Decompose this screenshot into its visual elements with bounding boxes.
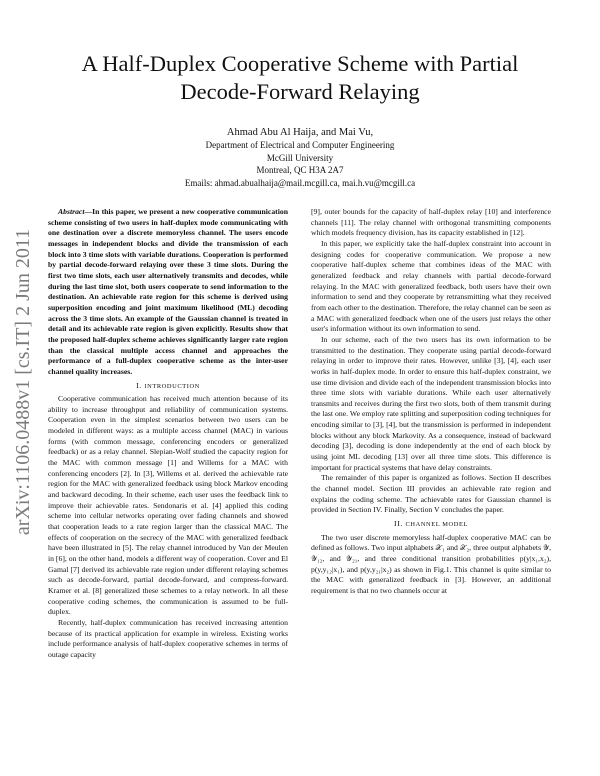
- abstract-text: —In this paper, we present a new cooperative communication scheme consisting of two users in half-duplex mode communicating with one destination over a discrete memoryless channel. The users encode messages in independent blocks and divide the transmission of each block into 3 time slots with variable durations. Cooperation is performed by partial decode-forward relaying over these 3 time slots. During the first two time slots, each user alternatively transmits and decodes, while during the last time slot, both users cooperate to send information to the destination. An achievable rate region for this scheme is derived using superposition encoding and joint maximum likelihood (ML) decoding across the 3 time slots. An example of the Gaussian channel is treated in detail and its achievable rate region is given explicitly. Results show that the proposed half-duplex scheme achieves significantly larger rate region than the classical multiple access channel and approaches the performance of a full-duplex cooperative scheme as the inter-user channel quality increases.: [48, 207, 288, 376]
- section-title: INTRODUCTION: [144, 382, 200, 390]
- left-column: [48, 207, 288, 661]
- title-line-1: A Half-Duplex Cooperative Scheme with Partial: [81, 51, 519, 76]
- section-heading-channel-model: [311, 519, 551, 531]
- arxiv-identifier: arXiv:1106.0488v1 [cs.IT] 2 Jun 2011: [12, 228, 34, 536]
- section-title: CHANNEL MODEL: [405, 521, 468, 529]
- right-column: [311, 207, 551, 597]
- abstract: [48, 207, 288, 378]
- title-line-2: Decode-Forward Relaying: [180, 79, 420, 104]
- section-heading-introduction: [48, 381, 288, 393]
- affiliation-block: [100, 139, 500, 189]
- section-number: I.: [136, 380, 142, 390]
- body-paragraph-2: In this paper, we explicitly take the half-duplex constraint into account in designing codes for cooperative communication. We propose a new cooperative half-duplex scheme that combines ideas of the MAC with generalized feedback and relay channels with partial decode-forward relaying. In the MAC with generalized feedback, both users have their own information to send and they cooperate by retransmitting what they received from each other to the destination. Therefore, the relay channel can be seen as a MAC with generalized feedback when one of the users just relays the other user's information without its own information to send.: [311, 238, 551, 334]
- affiliation-university: McGill University: [266, 152, 334, 163]
- intro-paragraph-1: Cooperative communication has received much attention because of its ability to increase throughput and reliability of communication systems. Cooperation even in the simplest scenarios between two users can be modeled in different ways: as a multiple access channel (MAC) in various forms (with common message, conferencing encoders or generalized feedback) or as a relay channel. Slepian-Wolf studied the capacity region for the MAC with common message [1] and Willems for a MAC with conferencing encoders [2]. In [3], Willems et al. derived the achievable rate region for the MAC with generalized feedback using block Markov encoding and backward decoding. In their scheme, each user uses the feedback link to improve their achievable rates. Sendonaris et al. [4] applied this coding scheme into cellular networks operating over fading channels and showed that cooperation leads to a rate region larger than the classical MAC. The effects of cooperation on the secrecy of the MAC with generalized feedback have been illustrated in [5]. The relay channel introduced by Van der Meulen in [6], on the other hand, models a different way of cooperation. Cover and El Gamal [7] derived its achievable rate region under different relaying schemes such as decode-forward, partial decode-forward, and compress-forward. Kramer et al. [8] generalized these schemes to a relay network. In all these cooperative coding schemes, the communication is assumed to be full-duplex.: [48, 394, 288, 617]
- abstract-label: Abstract: [58, 207, 85, 216]
- body-paragraph-1: [9], outer bounds for the capacity of half-duplex relay [10] and interference channels [11]. The relay channel with orthogonal transmitting components which models frequency division, has its capacity established in [12].: [311, 207, 551, 238]
- body-paragraph-3: In our scheme, each of the two users has its own information to be transmitted to the destination. They cooperate using partial decode-forward relaying in order to improve their rates. However, unlike [3], [4], each user works in half-duplex mode. In order to ensure this half-duplex constraint, we use time division and divide each of the independent transmission blocks into three time slots with variable durations. While each user alternatively transmits and receives during the first two slots, both of them transmit during the last one. We employ rate splitting and superposition coding techniques for encoding similar to [3], [4], but the transmission is performed in independent blocks without any block Markovity. As a consequence, instead of backward decoding [3], decoding is done independently at the end of each block by using joint ML decoding [13] over all three time slots. This difference is important for practical systems that have delay constraints.: [311, 334, 551, 472]
- affiliation-address: Montreal, QC H3A 2A7: [256, 165, 344, 176]
- section-number: II.: [394, 519, 403, 529]
- intro-paragraph-2: Recently, half-duplex communication has received increasing attention because of its practical application for example in wireless. Existing works include performance analysis of half-duplex cooperative schemes in terms of outage capacity: [48, 617, 288, 659]
- body-paragraph-4: The remainder of this paper is organized as follows. Section II describes the channel model. Section III provides an achievable rate region and explains the coding scheme. The achievable rates for Gaussian channel is provided in Section IV. Finally, Section V concludes the paper.: [311, 473, 551, 515]
- author-list: Ahmad Abu Al Haija, and Mai Vu,: [226, 127, 374, 138]
- channel-model-paragraph: The two user discrete memoryless half-duplex cooperative MAC can be defined as follows. Two input alphabets 𝒳₁ and 𝒳₂, three output alphabets 𝒴, 𝒴₁₂, and 𝒴₂₁, and three conditional transition probabilities p(y|x₁,x₂), p(y,y₁₂|x₁), and p(y,y₂₁|x₂) as shown in Fig.1. This channel is quite similar to the MAC with generalized feedback in [3]. However, an additional requirement is that no two channels occur at: [311, 532, 551, 595]
- paper-title: [40, 50, 560, 106]
- author-emails: Emails: ahmad.abualhaija@mail.mcgill.ca, mai.h.vu@mcgill.ca: [184, 177, 416, 188]
- affiliation-department: Department of Electrical and Computer Engineering: [205, 140, 395, 150]
